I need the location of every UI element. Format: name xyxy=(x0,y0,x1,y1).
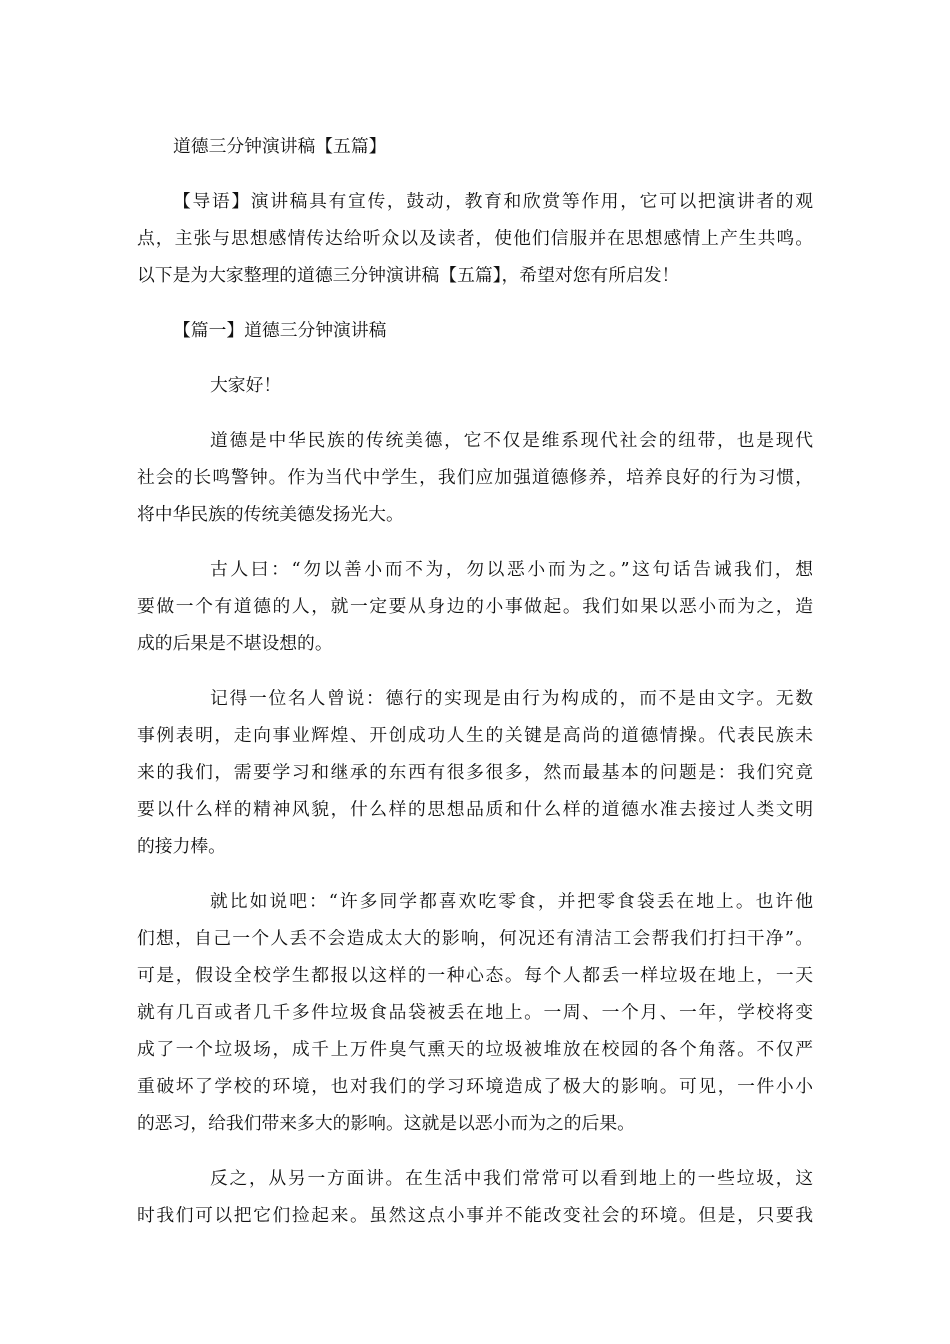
intro-line: 点，主张与思想感情传达给听众以及读者，使他们信服并在思想感情上产生共鸣。 xyxy=(137,228,813,249)
paragraph xyxy=(137,1160,813,1234)
paragraph-line: 来的我们，需要学习和继承的东西有很多很多，然而最基本的问题是：我们究竟 xyxy=(137,762,813,783)
paragraph xyxy=(137,883,813,1142)
paragraph xyxy=(137,551,813,662)
paragraph-line: 就比如说吧：“许多同学都喜欢吃零食，并把零食袋丢在地上。也许他 xyxy=(210,891,813,912)
paragraph-line: 可是，假设全校学生都报以这样的一种心态。每个人都丢一样垃圾在地上，一天 xyxy=(137,965,813,986)
paragraph-line: 重破坏了学校的环境，也对我们的学习环境造成了极大的影响。可见，一件小小 xyxy=(137,1076,813,1097)
paragraph-line: 将中华民族的传统美德发扬光大。 xyxy=(137,504,404,525)
document-title: 道德三分钟演讲稿【五篇】 xyxy=(173,136,387,157)
intro-paragraph xyxy=(137,183,813,294)
paragraph-line: 反之，从另一方面讲。在生活中我们常常可以看到地上的一些垃圾，这 xyxy=(210,1168,813,1189)
paragraph xyxy=(137,422,813,533)
paragraph-line: 要以什么样的精神风貌，什么样的思想品质和什么样的道德水准去接过人类文明 xyxy=(137,799,813,820)
paragraph-line: 道德是中华民族的传统美德，它不仅是维系现代社会的纽带，也是现代 xyxy=(210,430,813,451)
paragraph xyxy=(137,680,813,865)
intro-line: 以下是为大家整理的道德三分钟演讲稿【五篇】，希望对您有所启发！ xyxy=(137,265,680,286)
paragraph-line: 们想，自己一个人丢不会造成太大的影响，何况还有清洁工会帮我们打扫干净”。 xyxy=(137,928,813,949)
paragraph-line: 古人曰：“勿以善小而不为，勿以恶小而为之。”这句话告诫我们，想 xyxy=(210,559,813,580)
paragraph-line: 就有几百或者几千多件垃圾食品袋被丢在地上。一周、一个月、一年，学校将变 xyxy=(137,1002,813,1023)
section-heading: 【篇一】道德三分钟演讲稿 xyxy=(173,320,387,341)
paragraph-line: 要做一个有道德的人，就一定要从身边的小事做起。我们如果以恶小而为之，造 xyxy=(137,596,813,617)
paragraph-line: 的恶习，给我们带来多大的影响。这就是以恶小而为之的后果。 xyxy=(137,1113,635,1134)
intro-line: 【导语】演讲稿具有宣传，鼓动，教育和欣赏等作用，它可以把演讲者的观 xyxy=(173,191,813,212)
paragraph-line: 的接力棒。 xyxy=(137,836,226,857)
paragraph-line: 事例表明，走向事业辉煌、开创成功人生的关键是高尚的道德情操。代表民族未 xyxy=(137,725,813,746)
paragraph-line: 成了一个垃圾场，成千上万件臭气熏天的垃圾被堆放在校园的各个角落。不仅严 xyxy=(137,1039,813,1060)
paragraph-line: 记得一位名人曾说：德行的实现是由行为构成的，而不是由文字。无数 xyxy=(210,688,813,709)
paragraph-line: 时我们可以把它们捡起来。虽然这点小事并不能改变社会的环境。但是，只要我 xyxy=(137,1205,813,1226)
document-body xyxy=(137,128,813,1234)
paragraph-line: 成的后果是不堪设想的。 xyxy=(137,633,333,654)
greeting: 大家好！ xyxy=(210,375,282,396)
paragraph-line: 社会的长鸣警钟。作为当代中学生，我们应加强道德修养，培养良好的行为习惯， xyxy=(137,467,813,488)
